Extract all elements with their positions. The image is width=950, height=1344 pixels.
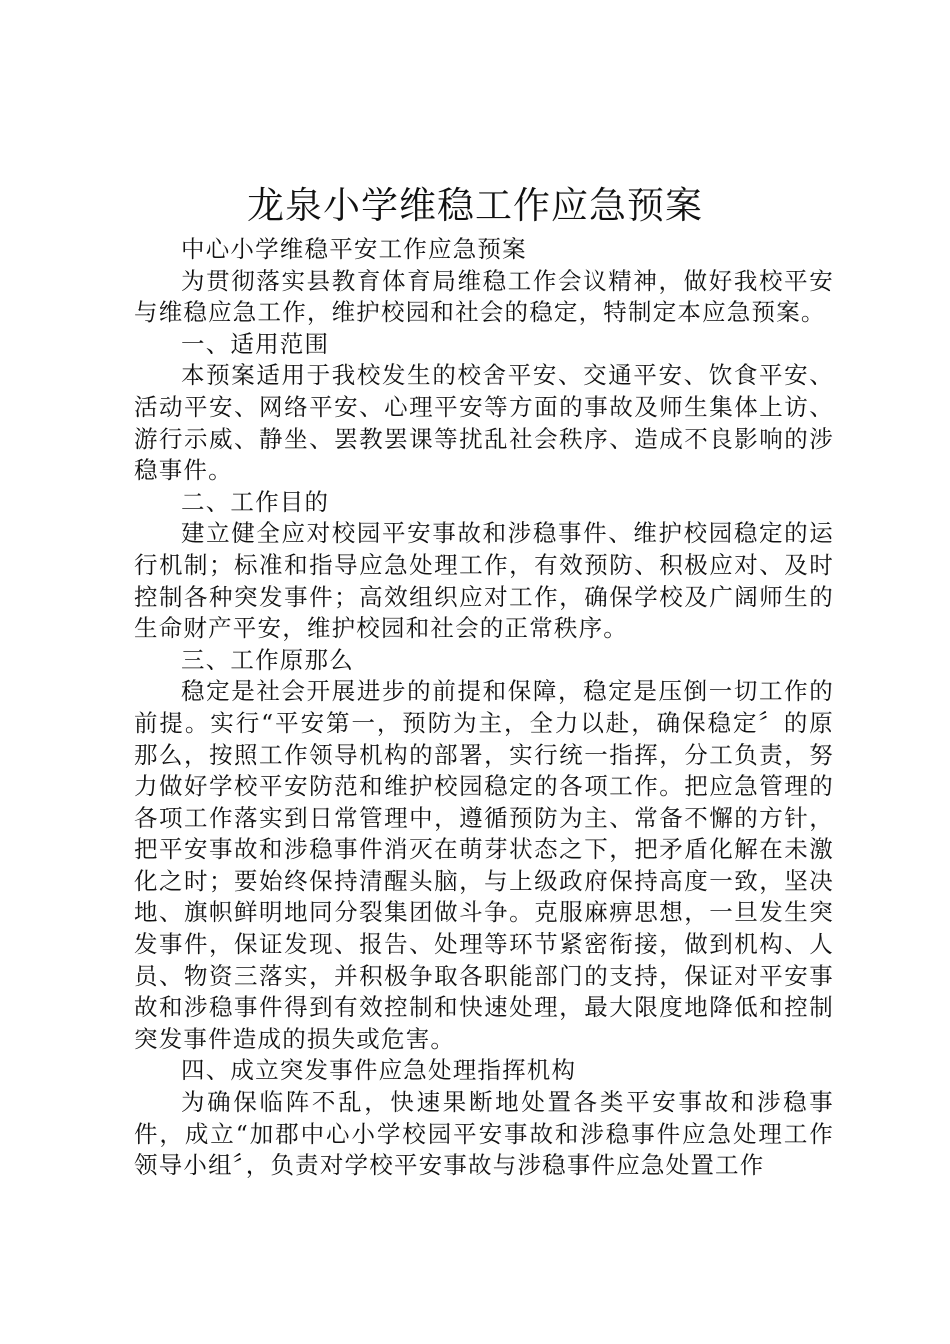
document-title: 龙泉小学维稳工作应急预案 bbox=[247, 184, 703, 227]
section-heading-command: 四、成立突发事件应急处理指挥机构 bbox=[181, 1056, 577, 1085]
principles-paragraph: 稳定是社会开展进步的前提和保障，稳定是压倒一切工作的前提。实行“平安第一，预防为主，全力以赴，确保稳定〞的原那么，按照工作领导机构的部署，实行统一指挥，分工负责，努力做好学校平安防范和维护校园稳定的各项工作。把应急管理的各项工作落实到日常管理中，遵循预防为主、常备不懈的方针，把平安事故和涉稳事件消灭在萌芽状态之下，把矛盾化解在未激化之时；要始终保持清醒头脑，与上级政府保持高度一致，坚决地、旗帜鲜明地同分裂集团做斗争。克服麻痹思想，一旦发生突发事件，保证发现、报告、处理等环节紧密衔接，做到机构、人员、物资三落实，并积极争取各职能部门的支持，保证对平安事故和涉稳事件得到有效控制和快速处理，最大限度地降低和控制突发事件造成的损失或危害。 bbox=[134, 677, 834, 1053]
section-heading-purpose: 二、工作目的 bbox=[181, 487, 330, 516]
scope-paragraph: 本预案适用于我校发生的校舍平安、交通平安、饮食平安、活动平安、网络平安、心理平安等方面的事故及师生集体上访、游行示威、静坐、罢教罢课等扰乱社会秩序、造成不良影响的涉稳事件。 bbox=[134, 361, 834, 485]
purpose-paragraph: 建立健全应对校园平安事故和涉稳事件、维护校园稳定的运行机制；标准和指导应急处理工作，有效预防、积极应对、及时控制各种突发事件；高效组织应对工作，确保学校及广阔师生的生命财产平安，维护校园和社会的正常秩序。 bbox=[134, 519, 834, 643]
document-body bbox=[134, 234, 834, 1182]
command-paragraph: 为确保临阵不乱，快速果断地处置各类平安事故和涉稳事件，成立“加郡中心小学校园平安事故和涉稳事件应急处理工作领导小组〞，负责对学校平安事故与涉稳事件应急处置工作 bbox=[134, 1088, 834, 1180]
subtitle-paragraph: 中心小学维稳平安工作应急预案 bbox=[181, 235, 527, 263]
intro-paragraph: 为贯彻落实县教育体育局维稳工作会议精神，做好我校平安与维稳应急工作，维护校园和社会的稳定，特制定本应急预案。 bbox=[134, 266, 834, 327]
section-heading-scope: 一、适用范围 bbox=[181, 329, 330, 358]
section-heading-principles: 三、工作原那么 bbox=[181, 645, 354, 674]
